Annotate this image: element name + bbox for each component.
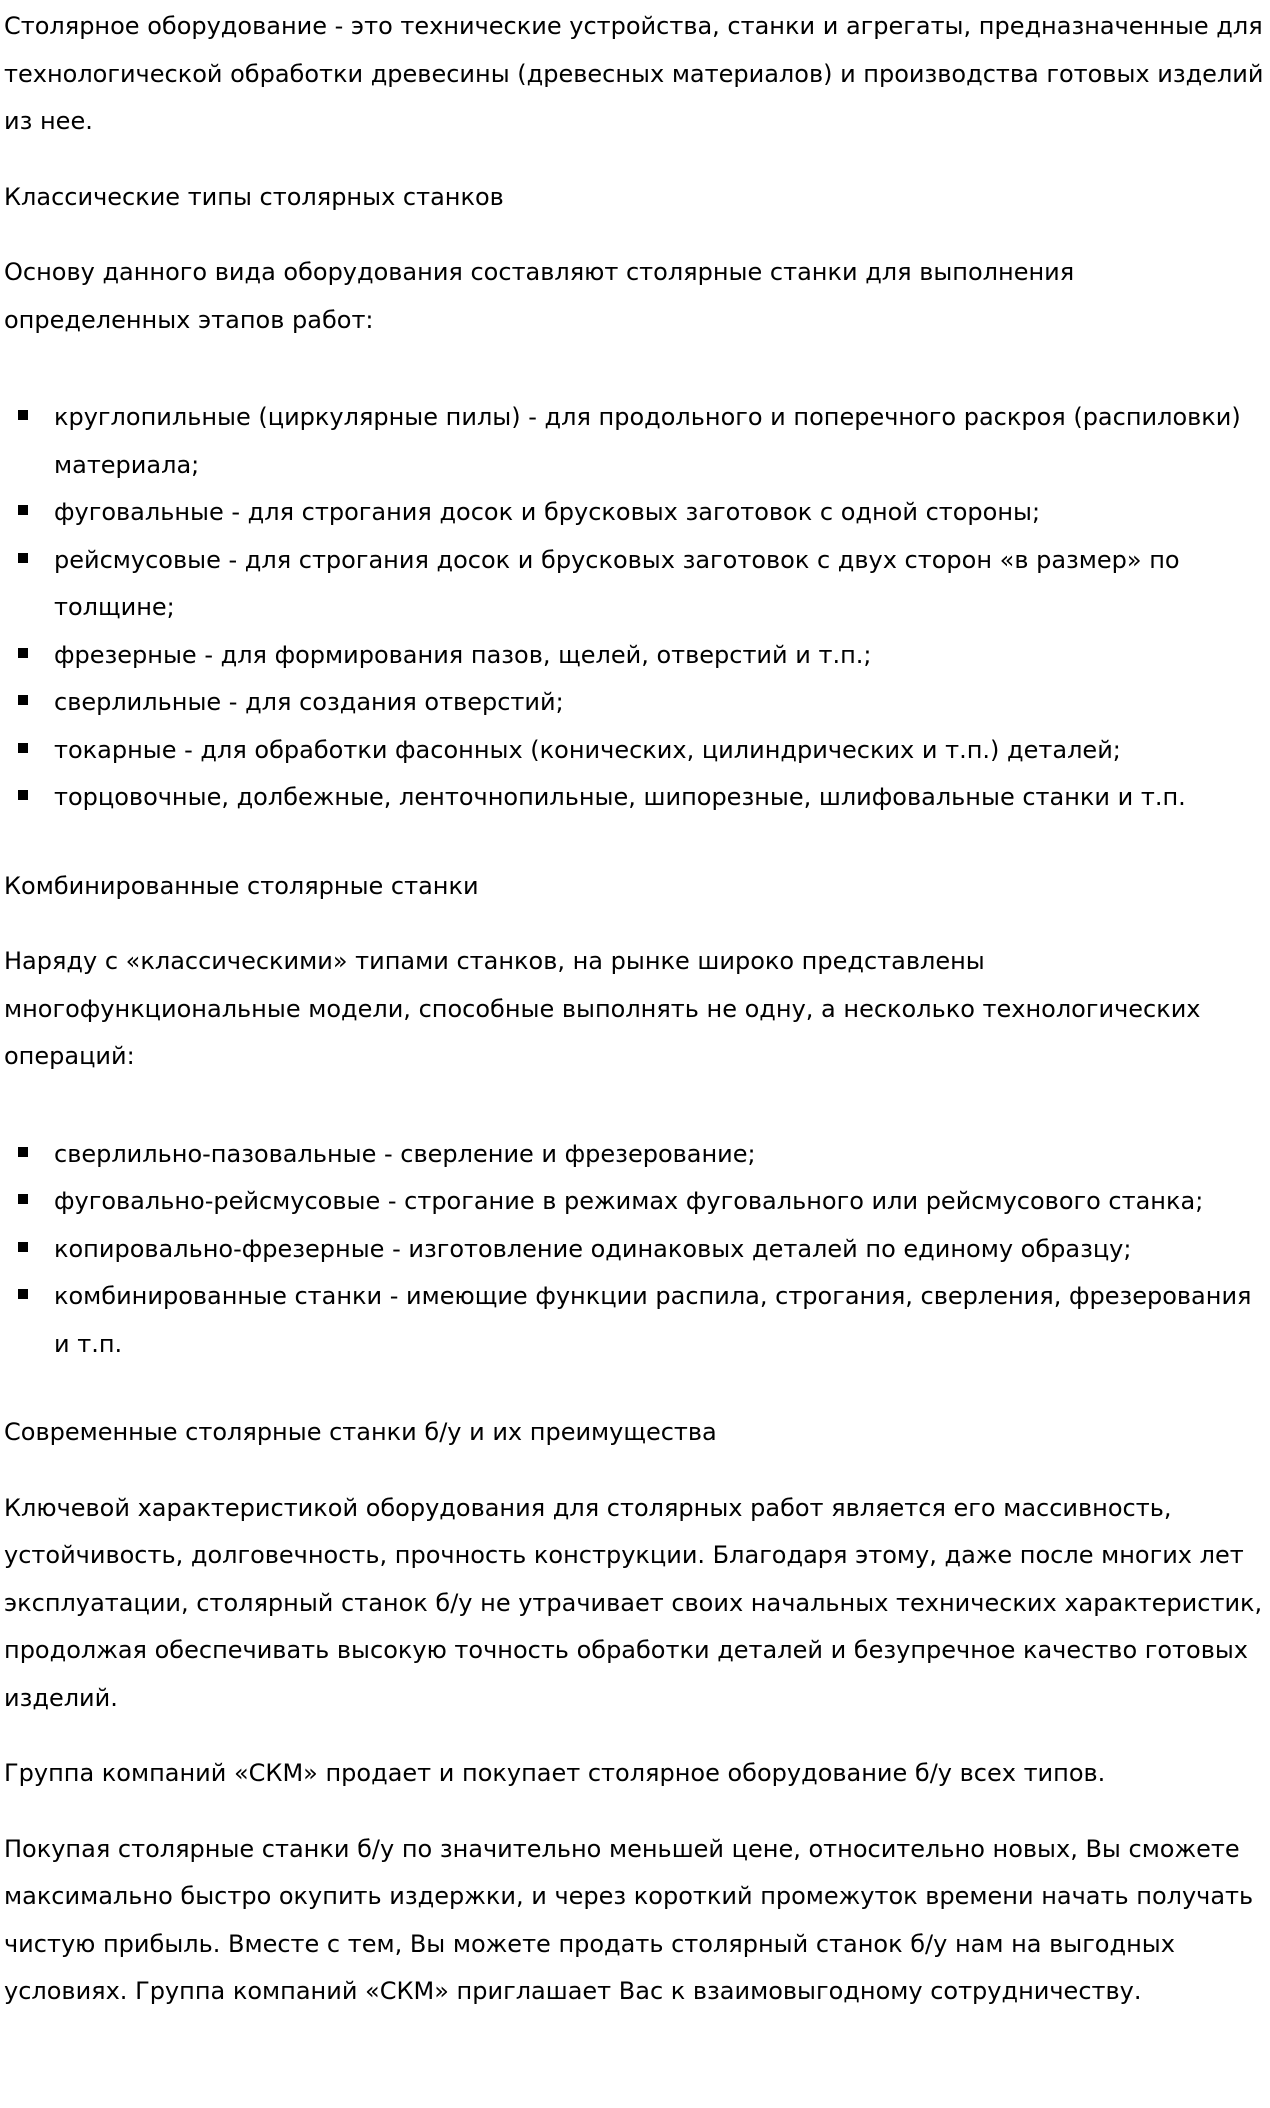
bullet-square-icon (18, 695, 28, 705)
bullet-square-icon (18, 1147, 28, 1157)
bullet-square-icon (18, 790, 28, 800)
list-item-text: фрезерные - для формирования пазов, щелей, отверстий и т.п.; (54, 640, 872, 669)
list-item (4, 537, 1264, 632)
paragraph: Наряду с «классическими» типами станков, на рынке широко представлены многофункциональные модели, способные выполнять не одну, а несколько технологических операций: (4, 947, 1201, 1070)
list-item-text: токарные - для обработки фасонных (конических, цилиндрических и т.п.) деталей; (54, 735, 1121, 764)
bullet-list (4, 394, 1264, 822)
paragraph: Группа компаний «СКМ» продает и покупает столярное оборудование б/у всех типов. (4, 1759, 1106, 1787)
section-heading: Современные столярные станки б/у и их преимущества (4, 1418, 717, 1446)
list-item-text: комбинированные станки - имеющие функции распила, строгания, сверления, фрезерования и т.п. (54, 1282, 1252, 1358)
paragraph: Ключевой характеристикой оборудования для столярных работ является его массивность, устойчивость, долговечность, прочность конструкции. Благодаря этому, даже после многих лет эксплуатации, столярный станок б/у не утрачивает своих начальных технических характеристик, продолжая обеспечивать высокую точность обработки деталей и безупречное качество готовых изделий. (4, 1493, 1263, 1712)
list-item-text: копировально-фрезерные - изготовление одинаковых деталей по единому образцу; (54, 1234, 1132, 1263)
paragraph: Столярное оборудование - это технические устройства, станки и агрегаты, предназначенные для технологической обработки древесины (древесных материалов) и производства готовых изделий из нее. (4, 12, 1264, 135)
list-item (4, 679, 1264, 727)
bullet-square-icon (18, 1289, 28, 1299)
list-item-text: рейсмусовые - для строгания досок и брусковых заготовок с двух сторон «в размер» по толщине; (54, 545, 1180, 621)
bullet-square-icon (18, 648, 28, 658)
list-item (4, 727, 1264, 775)
section-heading: Комбинированные столярные станки (4, 871, 479, 900)
list-item-text: круглопильные (циркулярные пилы) - для продольного и поперечного раскроя (распиловки) материала; (54, 403, 1241, 479)
bullet-square-icon (18, 1242, 28, 1252)
section-heading: Классические типы столярных станков (4, 182, 504, 211)
bullet-square-icon (18, 410, 28, 420)
list-item (4, 394, 1264, 489)
list-item (4, 1226, 1264, 1274)
list-item-text: сверлильные - для создания отверстий; (54, 688, 564, 716)
bullet-square-icon (18, 505, 28, 515)
bullet-square-icon (18, 743, 28, 753)
paragraph: Покупая столярные станки б/у по значительно меньшей цене, относительно новых, Вы сможете максимально быстро окупить издержки, и через короткий промежуток времени начать получать чистую прибыль. Вместе с тем, Вы можете продать столярный станок б/у нам на выгодных условиях. Группа компаний «СКМ» приглашает Вас к взаимовыгодному сотрудничеству. (4, 1834, 1254, 2005)
list-item (4, 1273, 1264, 1368)
list-item (4, 774, 1264, 822)
bullet-list (4, 1131, 1264, 1369)
list-item-text: фуговально-рейсмусовые - строгание в режимах фуговального или рейсмусового станка; (54, 1187, 1204, 1215)
bullet-square-icon (18, 1194, 28, 1204)
list-item (4, 489, 1264, 537)
bullet-square-icon (18, 553, 28, 563)
list-item (4, 1178, 1264, 1226)
paragraph: Основу данного вида оборудования составляют столярные станки для выполнения определенных этапов работ: (4, 258, 1075, 334)
list-item-text: торцовочные, долбежные, ленточнопильные, шипорезные, шлифовальные станки и т.п. (54, 783, 1186, 811)
list-item (4, 632, 1264, 680)
list-item (4, 1131, 1264, 1179)
list-item-text: фуговальные - для строгания досок и брусковых заготовок с одной стороны; (54, 498, 1041, 526)
list-item-text: сверлильно-пазовальные - сверление и фрезерование; (54, 1139, 756, 1168)
